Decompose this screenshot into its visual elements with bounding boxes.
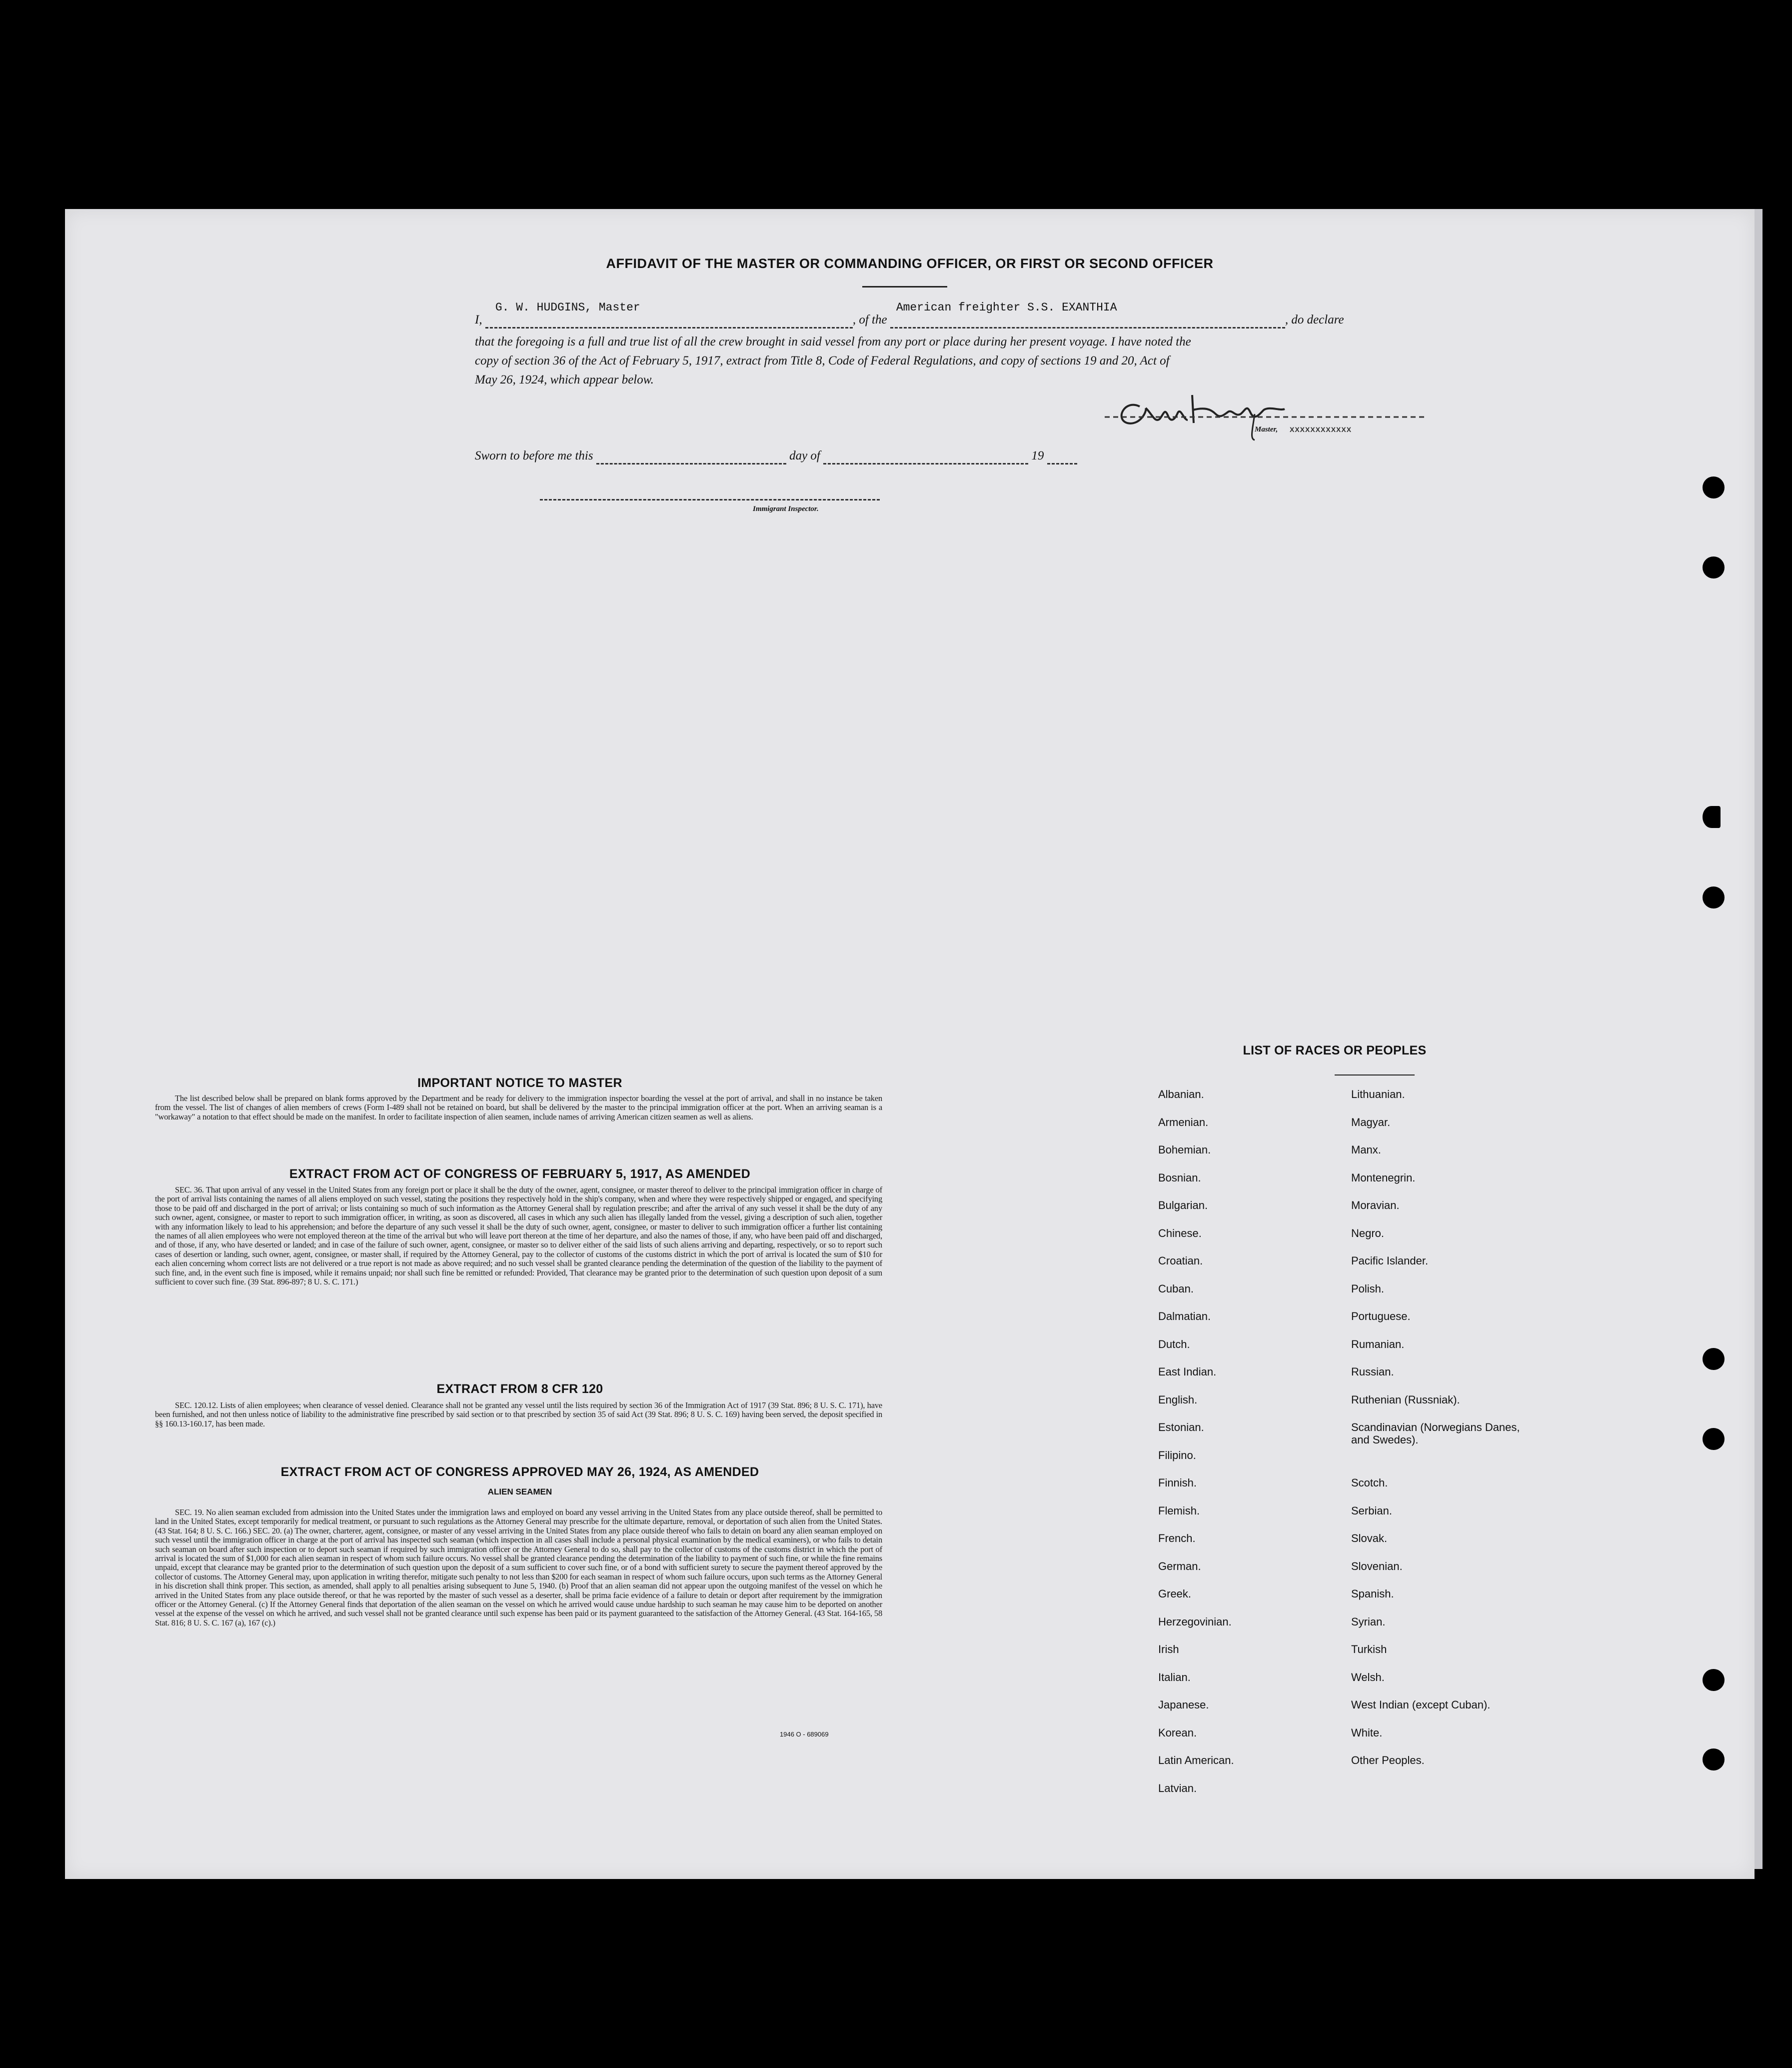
day-of-label: day of xyxy=(789,449,820,462)
race-item: Bulgarian. xyxy=(1158,1199,1208,1212)
sworn-year-field xyxy=(1047,449,1077,464)
race-item: Turkish xyxy=(1351,1643,1387,1656)
extract-cfr-title: EXTRACT FROM 8 CFR 120 xyxy=(436,1382,603,1396)
extract-1917-title: EXTRACT FROM ACT OF CONGRESS OF FEBRUARY 5, 1917, AS AMENDED xyxy=(289,1167,751,1181)
race-item: East Indian. xyxy=(1158,1366,1217,1378)
race-item: Syrian. xyxy=(1351,1615,1386,1628)
binder-hole xyxy=(1703,886,1725,908)
binder-hole xyxy=(1703,1348,1725,1370)
affidavit-line-2: that the foregoing is a full and true list of all the crew brought in said vessel from any port or place during her present voyage. I have noted the xyxy=(475,335,1191,348)
binder-hole xyxy=(1703,1748,1725,1770)
race-item: Estonian. xyxy=(1158,1421,1204,1434)
sworn-date-field xyxy=(596,449,786,464)
race-item: Scotch. xyxy=(1351,1476,1388,1489)
document-page xyxy=(65,209,1755,1879)
binder-hole xyxy=(1703,1428,1725,1450)
affidavit-line-3: copy of section 36 of the Act of February 5, 1917, extract from Title 8, Code of Federal Regulations, and copy of sections 19 and 20, Act of xyxy=(475,354,1170,368)
race-item: Other Peoples. xyxy=(1351,1754,1425,1766)
notice-title: IMPORTANT NOTICE TO MASTER xyxy=(417,1076,622,1090)
race-item: Spanish. xyxy=(1351,1588,1394,1600)
notice-text: The list described below shall be prepared on blank forms approved by the Department and be ready for delivery to the immigration inspector boarding the vessel at the port of arrival, and shall in no instance be taken from the vessel. The list of changes of alien members of crews (Form I-489 shall not be retained on board, but shall be delivered by the master to the principal immigration officer at the port. When an arriving seaman is a "workaway" a notation to that effect should be made on the manifest. In order to facilitate inspection of alien seamen, include names of arriving American citizen seamen as well as aliens. xyxy=(155,1094,882,1122)
race-item: Japanese. xyxy=(1158,1698,1209,1711)
race-item: Herzegovinian. xyxy=(1158,1615,1232,1628)
race-item: Lithuanian. xyxy=(1351,1088,1405,1100)
race-item: Portuguese. xyxy=(1351,1310,1411,1322)
race-item: Welsh. xyxy=(1351,1670,1385,1684)
race-item: Slovenian. xyxy=(1351,1560,1403,1572)
page-edge xyxy=(1755,209,1763,1869)
races-title: LIST OF RACES OR PEOPLES xyxy=(1243,1044,1427,1058)
races-title-rule xyxy=(1335,1074,1415,1076)
binder-hole xyxy=(1703,476,1725,498)
sworn-month-field xyxy=(823,449,1028,464)
race-item: Chinese. xyxy=(1158,1226,1202,1240)
binder-hole xyxy=(1703,806,1721,828)
sworn-label: Sworn to before me this xyxy=(475,449,593,462)
master-name-value: G. W. HUDGINS, Master xyxy=(495,301,640,314)
race-item: West Indian (except Cuban). xyxy=(1351,1698,1491,1711)
extract-1924-text: SEC. 19. No alien seaman excluded from admission into the United States under the immigration laws and employed on board any vessel arriving in the United States from any place outside thereof, shall be permitted to land in the United States, except temporarily for medical treatment, or pursuant to such regulations as the Attorney General may prescribe for the ultimate departure, removal, or deportation of such alien from the United States. (43 Stat. 164; 8 U. S. C. 166.) SEC. 20. (a) The owner, charterer, agent, consignee, or master of any vessel arriving in the United States from any place outside thereof who fails to detain on board any alien seaman employed on such vessel until the immigration officer in charge at the port of arrival has inspected such seaman (which inspection in all cases shall include a personal physical examination by the medical examiners), or who fails to detain such seaman on board after such inspection or to deport such seaman if required by such immigration officer or the Attorney General to do so, shall pay to the collector of customs of the customs district in which the port of arrival is located the sum of $1,000 for each alien seaman in respect of whom such failure occurs. No vessel shall be granted clearance pending the determination of the liability to payment of such fine, or while the fine remains unpaid, except that clearance may be granted prior to the determination of such question upon the deposit of a sum sufficient to cover such fine, or of a bond with sufficient surety to secure the payment thereof approved by the collector of customs. The Attorney General may, upon application in writing therefor, mitigate such penalty to not less than $200 for each seaman in respect of whom such failure occurs, upon such terms as the Attorney General in his discretion shall think proper. This section, as amended, shall apply to all penalties arising subsequent to June 5, 1940. (b) Proof that an alien seaman did not appear upon the outgoing manifest of the vessel on which he arrived in the United States from any place outside thereof, or that he was reported by the master of such vessel as a deserter, shall be prima facie evidence of a failure to detain or deport after requirement by the immigration officer or the Attorney General. (c) If the Attorney General finds that deportation of the alien seaman on the vessel on which he arrived would cause undue hardship to such seaman he may cause him to be deported on another vessel at the expense of the vessel on which he arrived, and such vessel shall not be granted clearance until such expense has been paid or its payment guaranteed to the satisfaction of the Attorney General. (43 Stat. 164-165, 58 Stat. 816; 8 U. S. C. 167 (a), 167 (c).) xyxy=(155,1508,882,1628)
title-rule xyxy=(862,286,947,288)
race-item: English. xyxy=(1158,1393,1198,1406)
race-item: Moravian. xyxy=(1351,1199,1400,1212)
race-item: German. xyxy=(1158,1560,1201,1572)
affidavit-title: AFFIDAVIT OF THE MASTER OR COMMANDING OFFICER, OR FIRST OR SECOND OFFICER xyxy=(606,256,1214,271)
race-item: Ruthenian (Russniak). xyxy=(1351,1393,1460,1406)
race-item: Manx. xyxy=(1351,1144,1381,1156)
of-the-label: , of the xyxy=(852,313,887,326)
race-item: Negro. xyxy=(1351,1226,1385,1240)
extract-cfr-text: SEC. 120.12. Lists of alien employees; when clearance of vessel denied. Clearance shall not be granted any vessel until the lists required by section 36 of the Immigration Act of 1917 (39 Stat. 896; 8 U. S. C. 171), have been furnished, and not then unless notice of liability to the administrative fine prescribed by said section or to that prescribed by section 35 of said Act (39 Stat. 896; 8 U. S. C. 169) having been served, the deposit specified in §§ 160.13-160.17, has been made. xyxy=(155,1400,882,1428)
master-signature xyxy=(1105,384,1425,444)
signature-caption: Master, xyxy=(1255,426,1278,434)
race-item: Albanian. xyxy=(1158,1088,1204,1100)
race-item: Dutch. xyxy=(1158,1338,1190,1350)
binder-hole xyxy=(1703,556,1725,578)
race-item: Bosnian. xyxy=(1158,1171,1201,1184)
race-item: Finnish. xyxy=(1158,1476,1197,1489)
race-item: Scandinavian (Norwegians Danes, and Swedes). xyxy=(1351,1421,1520,1446)
race-item: Polish. xyxy=(1351,1282,1385,1295)
race-item: Dalmatian. xyxy=(1158,1310,1211,1322)
vessel-name-value: American freighter S.S. EXANTHIA xyxy=(896,301,1117,314)
do-declare-label: , do declare xyxy=(1285,313,1344,326)
race-item: Korean. xyxy=(1158,1726,1197,1739)
affidavit-line-4: May 26, 1924, which appear below. xyxy=(475,373,654,386)
inspector-label: Immigrant Inspector. xyxy=(753,505,819,513)
race-item: Italian. xyxy=(1158,1670,1191,1684)
race-item: Pacific Islander. xyxy=(1351,1254,1429,1267)
race-item: Armenian. xyxy=(1158,1116,1209,1128)
race-item: White. xyxy=(1351,1726,1383,1739)
sworn-line xyxy=(475,449,1077,464)
race-item: Greek. xyxy=(1158,1588,1192,1600)
name-field xyxy=(485,301,853,328)
race-item: Latvian. xyxy=(1158,1782,1197,1794)
extract-1924-title: EXTRACT FROM ACT OF CONGRESS APPROVED MAY 26, 1924, AS AMENDED xyxy=(280,1465,759,1479)
binder-hole xyxy=(1703,1669,1725,1691)
print-code: 1946 O - 689069 xyxy=(780,1730,829,1738)
inspector-signature-line xyxy=(540,499,880,500)
race-item: Cuban. xyxy=(1158,1282,1194,1295)
extract-1917-text: SEC. 36. That upon arrival of any vessel in the United States from any foreign port or place it shall be the duty of the owner, agent, consignee, or master thereof to deliver to the principal immigration officer in charge of the port of arrival lists containing the names of all aliens employed on such vessel, stating the positions they respectively hold in the ship's company, when and where they were respectively shipped or engaged, and specifying those to be paid off and discharged in the port of arrival; or lists containing so much of such information as the Attorney General shall by regulation prescribe; and after the arrival of any such vessel it shall be the duty of any such owner, agent, consignee, or master to report to such immigration officer, in writing, as soon as discovered, all cases in which any such alien has illegally landed from the vessel, giving a description of such alien, together with any information likely to lead to his apprehension; and before the departure of any such vessel it shall be the duty of such owner, agent, consignee, or master to deliver to such immigration officer a further list containing the names of all alien employees who were not employed thereon at the time of the arrival but who will leave port thereon at the time of her departure, and also the names of those, if any, who have been paid off and discharged, and of those, if any, who have deserted or landed; and in case of the failure of such owner, agent, consignee, or master so to deliver either of the said lists of such aliens arriving and departing, respectively, or so to report such cases of desertion or landing, such owner, agent, consignee, or master shall, if required by the Attorney General, pay to the collector of customs of the customs district in which the port of arrival is located the sum of $10 for each alien concerning whom correct lists are not delivered or a true report is not made as above required; and no such vessel shall be granted clearance pending the determination of the question of the liability to the payment of such fine, and, in the event such fine is imposed, while it remains unpaid; nor shall such fine be remitted or refunded: Provided, That clearance may be granted prior to the determination of such question upon deposit of a sum sufficient to cover such fine. (39 Stat. 896-897; 8 U. S. C. 171.) xyxy=(155,1185,882,1287)
race-item: Flemish. xyxy=(1158,1504,1200,1517)
race-item: Slovak. xyxy=(1351,1532,1388,1544)
vessel-field xyxy=(890,301,1285,328)
race-item: Rumanian. xyxy=(1351,1338,1405,1350)
race-item: Croatian. xyxy=(1158,1254,1203,1267)
alien-seamen-subtitle: ALIEN SEAMEN xyxy=(487,1487,552,1496)
race-item: Magyar. xyxy=(1351,1116,1391,1128)
race-item: Russian. xyxy=(1351,1366,1394,1378)
race-item: Bohemian. xyxy=(1158,1144,1211,1156)
signature-stamp: XXXXXXXXXXXX xyxy=(1290,426,1352,434)
race-item: French. xyxy=(1158,1532,1196,1544)
year-label: 19 xyxy=(1031,449,1044,462)
race-item: Serbian. xyxy=(1351,1504,1392,1517)
race-item: Irish xyxy=(1158,1643,1179,1656)
affidavit-line-1 xyxy=(475,301,1344,328)
race-item: Filipino. xyxy=(1158,1448,1196,1462)
race-item: Montenegrin. xyxy=(1351,1171,1416,1184)
race-item: Latin American. xyxy=(1158,1754,1234,1766)
affidavit-i: I, xyxy=(475,313,482,326)
